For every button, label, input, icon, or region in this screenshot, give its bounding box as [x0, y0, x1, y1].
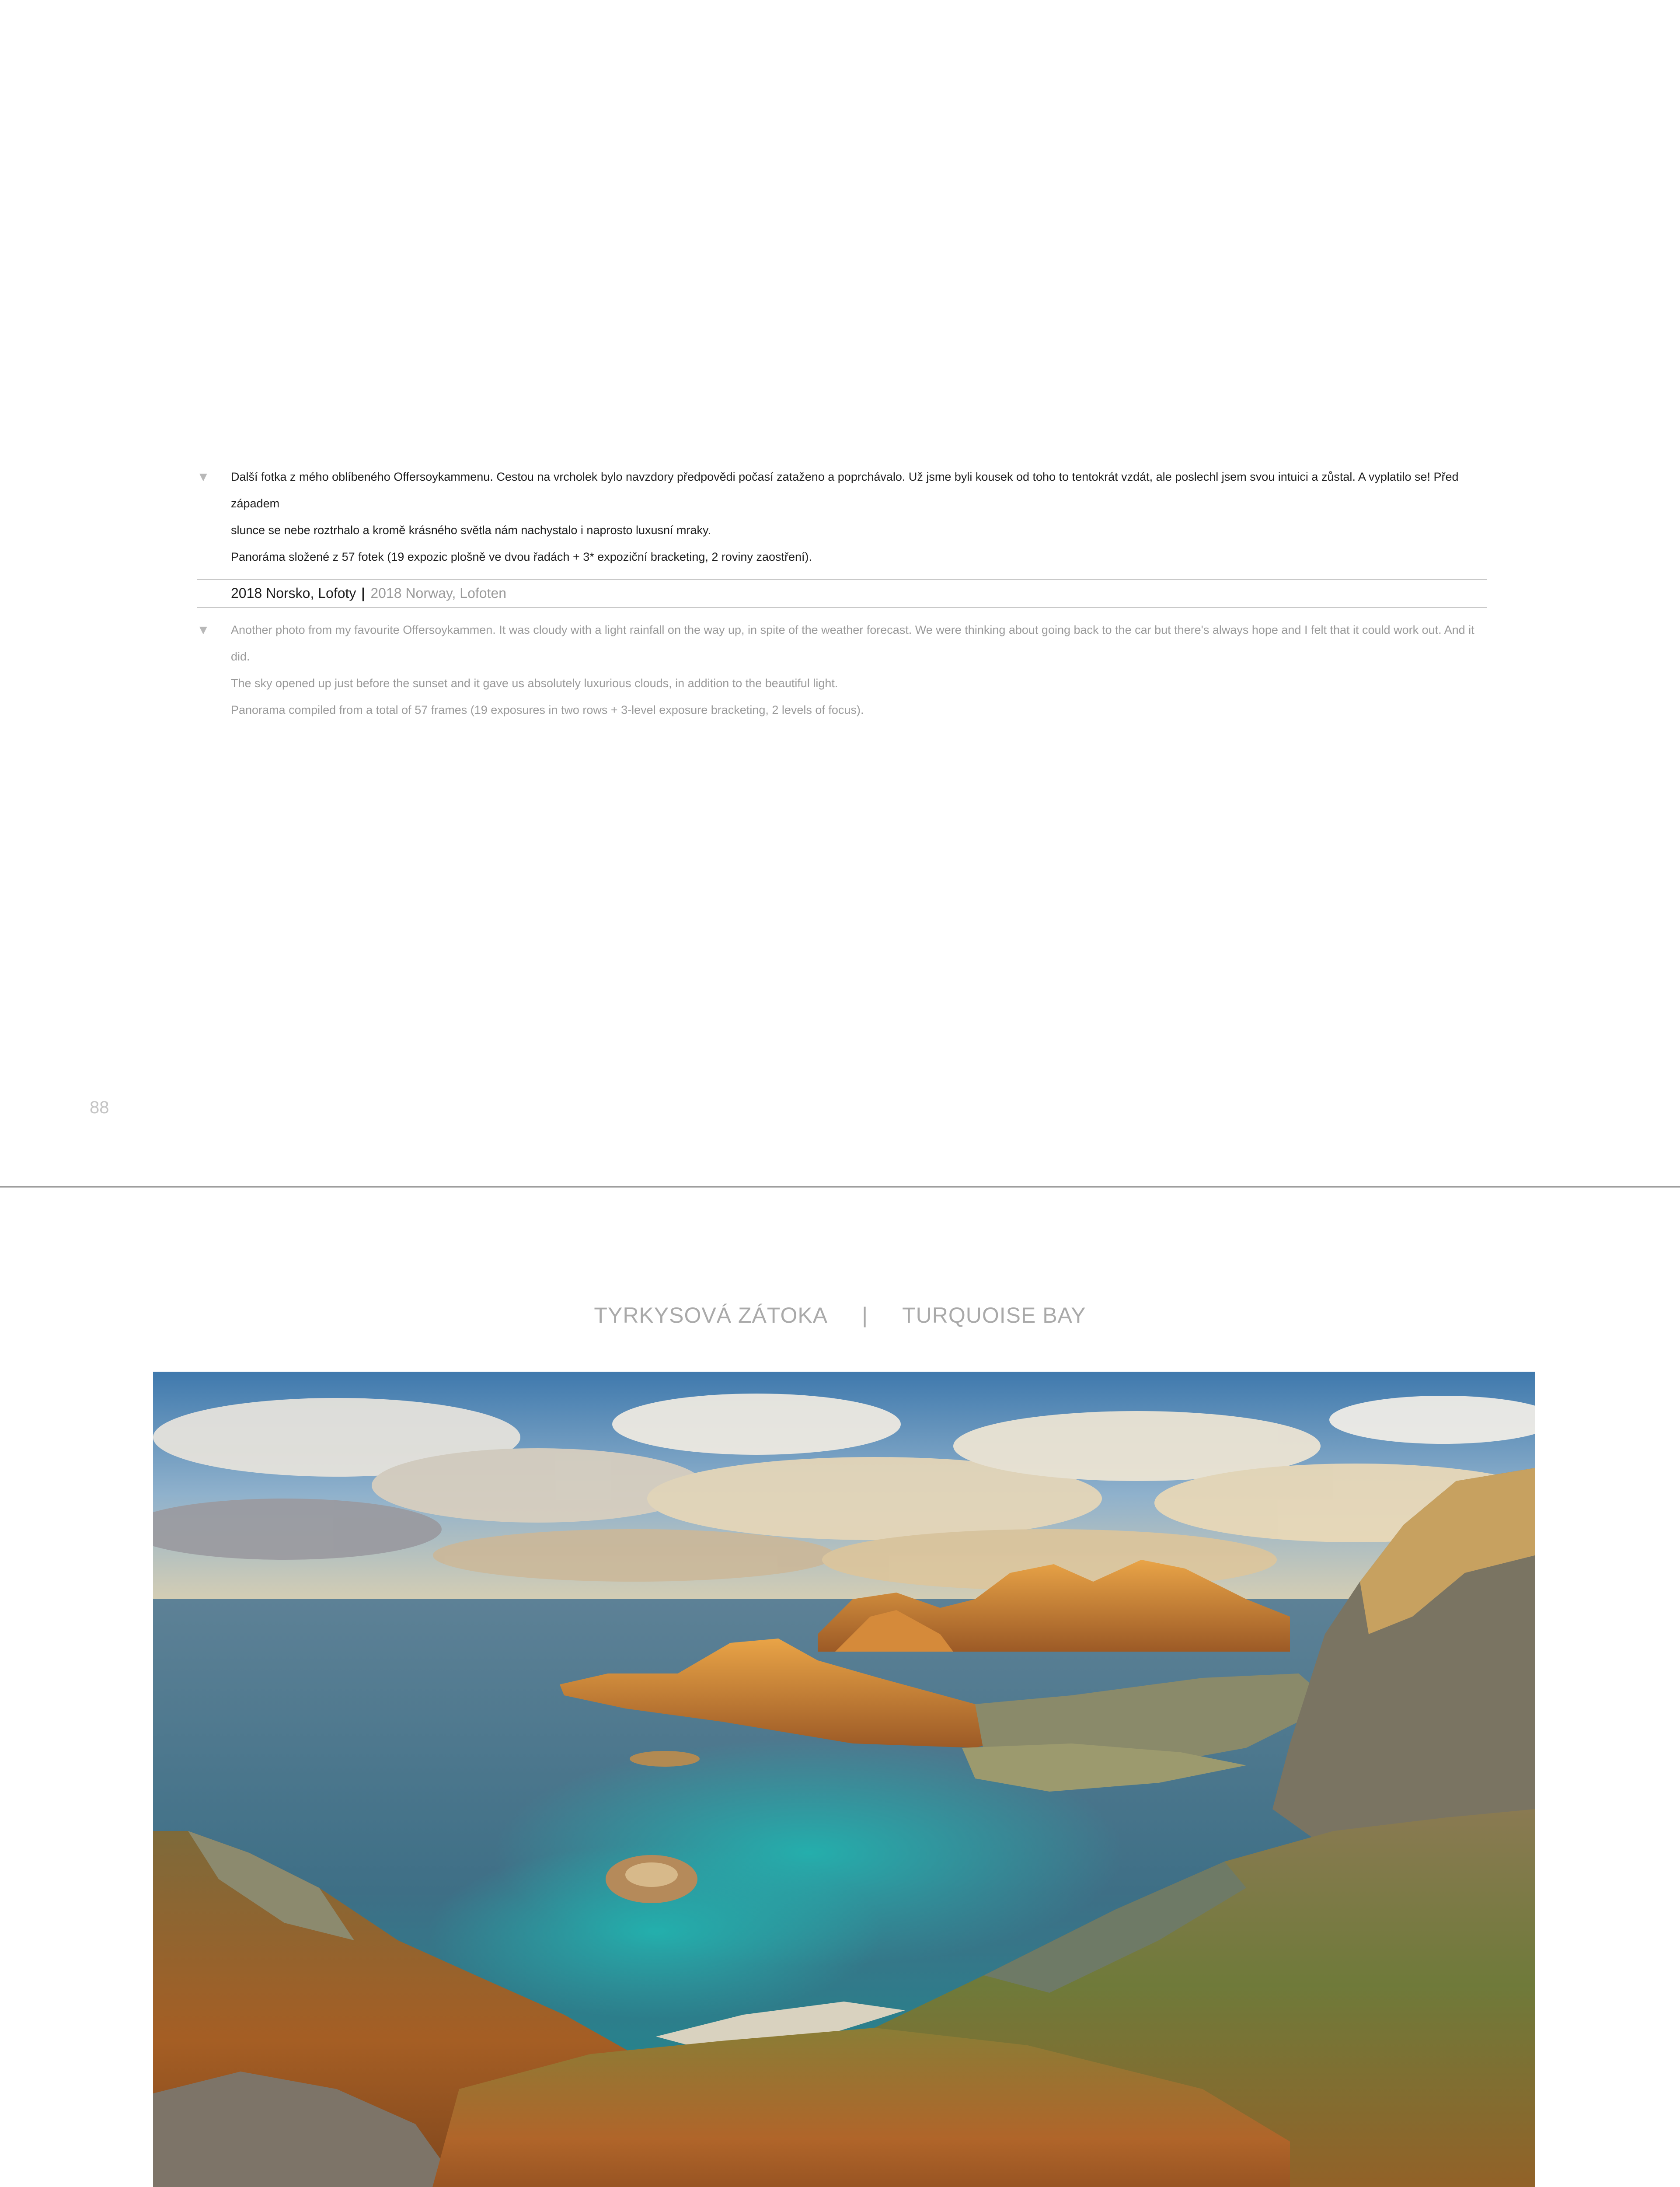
page-number-88: 88 [90, 1098, 109, 1117]
photo-caption [197, 464, 1487, 723]
title-cz: TYRKYSOVÁ ZÁTOKA [594, 1303, 828, 1328]
location-en: 2018 Norway, Lofoten [370, 585, 507, 601]
caption-en-line: The sky opened up just before the sunset and it gave us absolutely luxurious clouds, in addition to the beautiful light. [231, 677, 838, 690]
title-en: TURQUOISE BAY [902, 1303, 1086, 1328]
location-cz: 2018 Norsko, Lofoty [231, 585, 356, 601]
page-divider [0, 1186, 1680, 1188]
caption-english [197, 617, 1487, 723]
landscape-photo [153, 1372, 1535, 2187]
caption-czech [197, 464, 1487, 570]
caption-en-line: Another photo from my favourite Offersoykammen. It was cloudy with a light rainfall on the way up, in spite of the weather forecast. We were thinking about going back to the car but there's always hope and I felt that it could work out. And it did. [231, 623, 1474, 663]
triangle-marker-icon: ▼ [197, 623, 210, 637]
title-separator: | [862, 1303, 868, 1328]
landscape-illustration [153, 1372, 1535, 2187]
location-separator: | [361, 585, 366, 601]
caption-en-line: Panorama compiled from a total of 57 frames (19 exposures in two rows + 3-level exposure bracketing, 2 levels of focus). [231, 703, 864, 716]
caption-cz-line: Další fotka z mého oblíbeného Offersoykammenu. Cestou na vrcholek bylo navzdory předpovědi počasí zataženo a poprchávalo. Už jsme byli kousek od toho to tentokrát vzdát, ale poslechl jsem svou intuici a zůstal. A vyplatilo se! Před západem [231, 470, 1459, 510]
photo-title [0, 1303, 1680, 1328]
location-row [197, 579, 1487, 608]
caption-cz-line: slunce se nebe roztrhalo a kromě krásného světla nám nachystalo i naprosto luxusní mraky. [231, 524, 711, 537]
triangle-marker-icon: ▼ [197, 470, 210, 484]
caption-cz-line: Panoráma složené z 57 fotek (19 expozic plošně ve dvou řadách + 3* expoziční bracketing, 2 roviny zaostření). [231, 550, 812, 563]
